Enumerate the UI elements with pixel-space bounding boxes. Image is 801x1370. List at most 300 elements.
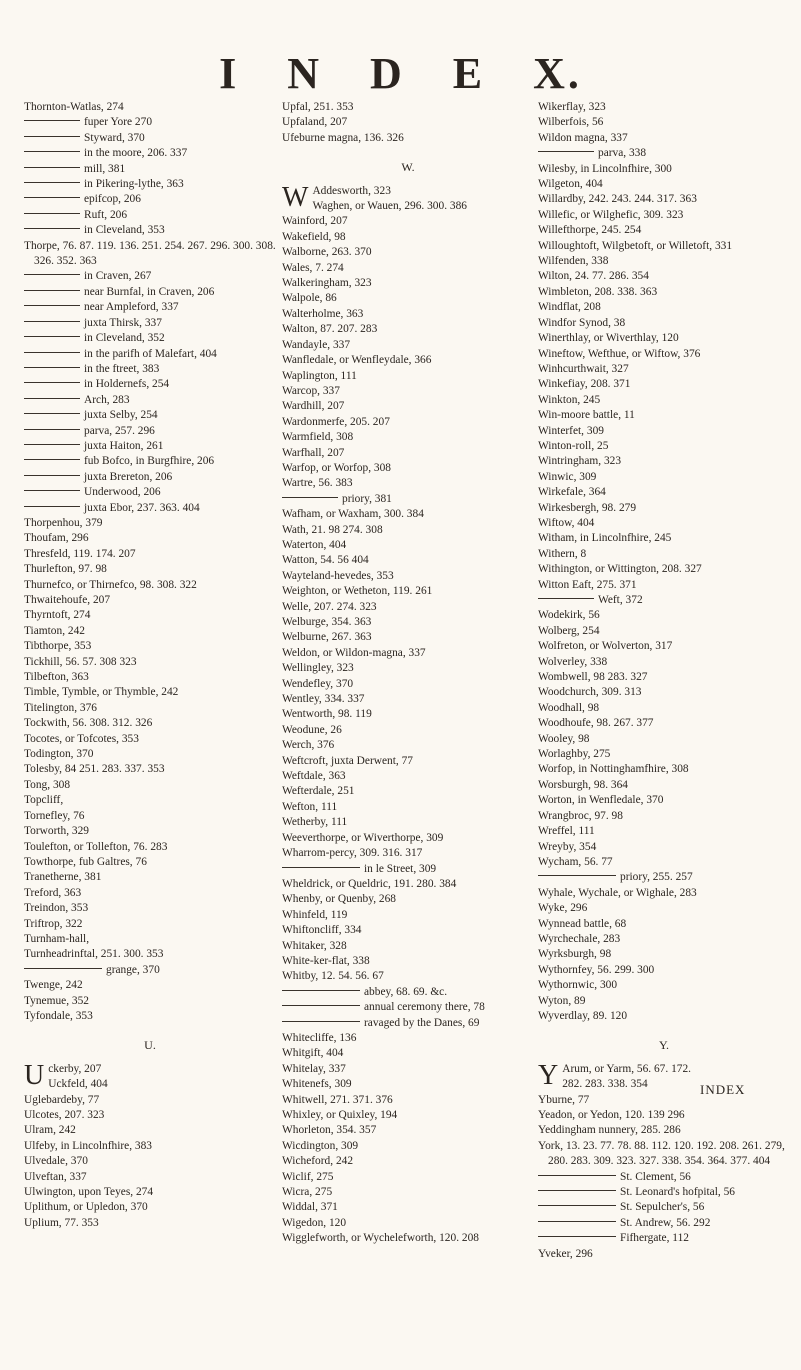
entry-text: Tong, 308 (24, 778, 71, 791)
index-entry (24, 1093, 276, 1108)
index-entry (538, 701, 790, 716)
entry-text: Wafham, or Waxham, 300. 384 (282, 508, 424, 521)
entry-text: Wigedon, 120 (282, 1216, 347, 1229)
section-w-dropcap: W (282, 183, 309, 213)
index-column-2 (282, 100, 534, 1247)
section-w-first-line: Addesworth, 323 (312, 184, 391, 197)
index-entry (538, 655, 790, 670)
ditto-rule (24, 197, 80, 198)
index-entry (24, 1185, 276, 1200)
entry-text: Thurlefton, 97. 98 (24, 563, 107, 576)
index-entry (538, 192, 790, 207)
index-entry (282, 892, 534, 907)
entry-text: Arch, 283 (84, 393, 130, 406)
index-entry (24, 670, 276, 685)
entry-text: juxta Brereton, 206 (84, 470, 173, 483)
entry-text: Willardby, 242. 243. 244. 317. 363 (538, 193, 697, 206)
index-entry (282, 1031, 534, 1046)
index-entry (538, 454, 790, 469)
entry-text: Wirkesbergh, 98. 279 (538, 501, 637, 514)
entry-text: Whorleton, 354. 357 (282, 1124, 377, 1137)
index-entry (24, 824, 276, 839)
index-entry (24, 963, 276, 978)
ditto-rule (24, 120, 80, 121)
entry-text: Ruft, 206 (84, 208, 128, 221)
section-y-first-entry (538, 1062, 790, 1093)
entry-text: Whitby, 12. 54. 56. 67 (282, 970, 384, 983)
entry-text: in Holdernefs, 254 (84, 378, 170, 391)
entry-text: Yeadon, or Yedon, 120. 139 296 (538, 1109, 685, 1121)
entry-text: Towthorpe, fub Galtres, 76 (24, 855, 147, 868)
entry-text: grange, 370 (106, 963, 160, 976)
entry-text: Tickhill, 56. 57. 308 323 (24, 655, 137, 668)
index-entry (282, 1077, 534, 1092)
entry-text: in le Street, 309 (364, 862, 437, 875)
index-entry (282, 723, 534, 738)
entry-text: White-ker-flat, 338 (282, 954, 370, 967)
entry-text: Tranetherne, 381 (24, 871, 102, 884)
index-entry (24, 917, 276, 932)
entry-text: Tilbefton, 363 (24, 671, 89, 684)
index-entry (24, 1154, 276, 1169)
index-entry (538, 1185, 790, 1200)
entry-text: Weeverthorpe, or Wiverthorpe, 309 (282, 831, 444, 844)
index-entry (538, 177, 790, 192)
index-entry (24, 762, 276, 777)
index-entry (538, 146, 790, 161)
index-entry (24, 978, 276, 993)
section-u-heading: U. (144, 1038, 156, 1053)
index-entry (24, 531, 276, 546)
entry-text: Ulcotes, 207. 323 (24, 1109, 105, 1121)
entry-text: Warmfield, 308 (282, 431, 354, 444)
ditto-rule (24, 367, 80, 368)
entry-text: Wolfreton, or Wolverton, 317 (538, 640, 673, 653)
ditto-rule (538, 875, 616, 876)
index-entry (538, 670, 790, 685)
index-entry (538, 208, 790, 223)
entry-text: mill, 381 (84, 162, 126, 175)
index-entry (24, 655, 276, 670)
entry-text: Timble, Tymble, or Thymble, 242 (24, 686, 179, 699)
index-entry (282, 707, 534, 722)
entry-text: Winkefiay, 208. 371 (538, 378, 631, 391)
entry-text: priory, 255. 257 (620, 871, 693, 884)
index-entry (24, 485, 276, 500)
entry-text: Wicra, 275 (282, 1186, 333, 1199)
entry-text: Wreffel, 111 (538, 825, 595, 838)
index-entry (24, 562, 276, 577)
entry-text: Wainford, 207 (282, 215, 348, 228)
entry-text: Tynemue, 352 (24, 994, 90, 1007)
index-entry (282, 1108, 534, 1123)
index-entry (282, 131, 534, 146)
entry-text: Wilton, 24. 77. 286. 354 (538, 270, 649, 283)
index-entry (538, 978, 790, 993)
entry-text: Upfal, 251. 353 (282, 101, 354, 113)
ditto-rule (24, 382, 80, 383)
entry-text: Turnheadrinftal, 251. 300. 353 (24, 948, 164, 961)
entry-text: Styward, 370 (84, 131, 145, 144)
section-u-dropcap: U (24, 1061, 45, 1091)
index-entry (24, 239, 276, 270)
index-entry (538, 100, 790, 115)
index-entry (538, 393, 790, 408)
index-entry (538, 408, 790, 423)
index-entry (24, 439, 276, 454)
index-entry (538, 732, 790, 747)
entry-text: Wirkefale, 364 (538, 486, 606, 499)
index-entry (282, 338, 534, 353)
index-entry (24, 516, 276, 531)
index-entry (538, 254, 790, 269)
ditto-rule (24, 274, 80, 275)
entry-text: Thornton-Watlas, 274 (24, 101, 124, 113)
entry-text: Wefterdale, 251 (282, 785, 355, 798)
index-entry (538, 269, 790, 284)
entry-text: Wyhale, Wychale, or Wighale, 283 (538, 886, 697, 899)
entry-text: Walpole, 86 (282, 292, 337, 305)
index-entry (282, 276, 534, 291)
entry-text: Turnham-hall, (24, 932, 90, 945)
heading-letter: E (452, 49, 486, 98)
index-entry (24, 362, 276, 377)
entry-text: Topcliff, (24, 794, 64, 807)
index-entry (538, 917, 790, 932)
entry-text: Uplium, 77. 353 (24, 1216, 99, 1229)
entry-text: Wombwell, 98 283. 327 (538, 671, 648, 684)
index-entry (24, 146, 276, 161)
index-entry (538, 747, 790, 762)
index-entry (282, 322, 534, 337)
ditto-rule (538, 151, 594, 152)
entry-text: St. Sepulcher's, 56 (620, 1201, 705, 1214)
index-entry (24, 269, 276, 284)
index-entry (538, 855, 790, 870)
index-entry (538, 547, 790, 562)
entry-text: Warfop, or Worfop, 308 (282, 461, 391, 474)
index-entry (282, 630, 534, 645)
entry-text: Whitelay, 337 (282, 1062, 346, 1075)
index-entry (24, 1200, 276, 1215)
index-entry (538, 778, 790, 793)
entry-text: priory, 381 (342, 492, 392, 505)
entry-text: Welburge, 354. 363 (282, 616, 372, 628)
index-entry (282, 399, 534, 414)
entry-text: Tornefley, 76 (24, 809, 85, 822)
entry-text: Woodhall, 98 (538, 701, 600, 714)
entry-text: Whixley, or Quixley, 194 (282, 1109, 398, 1121)
entry-text: St. Leonard's hofpital, 56 (620, 1186, 735, 1199)
index-entry (282, 969, 534, 984)
entry-text: Winkton, 245 (538, 393, 601, 406)
entry-text: St. Clement, 56 (620, 1170, 691, 1183)
section-y-heading: Y. (658, 1038, 670, 1053)
entry-text: Uglebardeby, 77 (24, 1093, 100, 1106)
entry-text: Tockwith, 56. 308. 312. 326 (24, 717, 153, 730)
index-entry (24, 732, 276, 747)
index-entry (282, 476, 534, 491)
entry-text: Wigglefworth, or Wychelefworth, 120. 208 (282, 1232, 479, 1245)
index-entry (538, 516, 790, 531)
entry-text: Windflat, 208 (538, 301, 601, 314)
index-entry (282, 584, 534, 599)
entry-text: Wilgeton, 404 (538, 178, 603, 191)
entry-text: parva, 257. 296 (84, 424, 155, 437)
entry-text: Wendefley, 370 (282, 677, 354, 690)
index-entry (538, 439, 790, 454)
index-entry (24, 701, 276, 716)
entry-text: Underwood, 206 (84, 486, 161, 499)
entry-text: fuper Yore 270 (84, 116, 153, 129)
index-entry (24, 901, 276, 916)
index-entry (282, 784, 534, 799)
ditto-rule (24, 151, 80, 152)
entry-text: fub Bofco, in Burgfhire, 206 (84, 455, 215, 468)
index-entry (538, 1009, 790, 1024)
entry-text: Withington, or Wittington, 208. 327 (538, 563, 702, 576)
section-y-entries (538, 1093, 790, 1262)
ditto-rule (282, 497, 338, 498)
entry-text: near Burnfal, in Craven, 206 (84, 285, 215, 298)
index-entry (538, 485, 790, 500)
index-entry (24, 716, 276, 731)
ditto-rule (24, 290, 80, 291)
index-entry (24, 316, 276, 331)
entry-text: Wales, 7. 274 (282, 261, 344, 274)
entry-text: Wheldrick, or Queldric, 191. 280. 384 (282, 877, 457, 890)
index-entry (538, 870, 790, 885)
index-entry (538, 901, 790, 916)
entry-text: in the parifh of Malefart, 404 (84, 347, 217, 360)
entry-text: epifcop, 206 (84, 193, 141, 206)
entry-text: Wentley, 334. 337 (282, 693, 365, 706)
entry-text: Whitgift, 404 (282, 1047, 344, 1060)
index-entry (24, 208, 276, 223)
index-entry (24, 177, 276, 192)
entry-text: Wiftow, 404 (538, 516, 595, 529)
entry-text: Yveker, 296 (538, 1247, 593, 1260)
ditto-rule (282, 990, 360, 991)
index-entry (538, 685, 790, 700)
entry-text: Wetherby, 111 (282, 816, 348, 829)
index-entry (24, 1108, 276, 1123)
index-entry (24, 223, 276, 238)
entry-text: Wildon magna, 337 (538, 131, 628, 144)
entry-text: Ulram, 242 (24, 1124, 76, 1137)
entry-text: Wyton, 89 (538, 994, 586, 1007)
index-entry (282, 1231, 534, 1246)
index-entry (24, 454, 276, 469)
entry-text: Wineftow, Wefthue, or Wiftow, 376 (538, 347, 701, 360)
ditto-rule (24, 475, 80, 476)
index-entry (538, 716, 790, 731)
entry-text: Thyrntoft, 274 (24, 609, 91, 622)
entry-text: Weldon, or Wildon-magna, 337 (282, 646, 426, 659)
entry-text: Todington, 370 (24, 748, 94, 761)
ditto-rule (538, 1190, 616, 1191)
entry-text: parva, 338 (598, 147, 647, 160)
index-entry (282, 1000, 534, 1015)
entry-text: Whiftoncliff, 334 (282, 924, 362, 937)
entry-text: Woodhoufe, 98. 267. 377 (538, 717, 654, 730)
entry-text: Whitaker, 328 (282, 939, 347, 952)
entry-text: Worlaghby, 275 (538, 748, 611, 761)
ditto-rule (282, 1021, 360, 1022)
entry-text: Wimbleton, 208. 338. 363 (538, 285, 658, 298)
ditto-rule (538, 598, 594, 599)
index-entry (24, 608, 276, 623)
entry-text: in the moore, 206. 337 (84, 147, 188, 160)
index-entry (538, 362, 790, 377)
index-entry (24, 285, 276, 300)
index-entry (24, 470, 276, 485)
index-entry (24, 1139, 276, 1154)
entry-text: Worfop, in Nottinghamfhire, 308 (538, 763, 689, 776)
entry-text: in Cleveland, 352 (84, 332, 165, 345)
entry-text: Wodekirk, 56 (538, 609, 600, 622)
entry-text: St. Andrew, 56. 292 (620, 1216, 711, 1229)
heading-letter: I (219, 49, 240, 98)
index-entry (282, 1200, 534, 1215)
index-entry (24, 793, 276, 808)
entry-text: Twenge, 242 (24, 979, 83, 992)
index-entry (538, 285, 790, 300)
index-entry (24, 393, 276, 408)
index-entry (282, 1093, 534, 1108)
entry-text: Weighton, or Wetheton, 119. 261 (282, 585, 433, 598)
index-entry (538, 762, 790, 777)
ditto-rule (24, 398, 80, 399)
index-entry (282, 1139, 534, 1154)
index-entry (282, 307, 534, 322)
entry-text: Titelington, 376 (24, 701, 97, 714)
index-entry (282, 954, 534, 969)
entry-text: Wayteland-hevedes, 353 (282, 569, 394, 582)
index-entry (282, 923, 534, 938)
index-entry (282, 939, 534, 954)
entry-text: Wharrom-percy, 309. 316. 317 (282, 847, 423, 860)
ditto-rule (282, 1005, 360, 1006)
entry-text: Wyke, 296 (538, 902, 588, 915)
entry-text: Winwic, 309 (538, 470, 597, 483)
entry-text: Wicdington, 309 (282, 1139, 359, 1152)
index-entry (538, 947, 790, 962)
section-y-second-line: 282. 283. 338. 354 (562, 1078, 648, 1091)
entry-text: Wentworth, 98. 119 (282, 708, 372, 721)
index-entry (24, 593, 276, 608)
ditto-rule (24, 506, 80, 507)
ditto-rule (24, 429, 80, 430)
entry-text: Thorpe, 76. 87. 119. 136. 251. 254. 267. 296. 300. 308. 326. 352. 363 (24, 239, 276, 268)
index-entry (538, 1139, 790, 1170)
entry-text: Wintringham, 323 (538, 455, 622, 468)
index-entry (538, 1231, 790, 1246)
index-entry (24, 886, 276, 901)
section-y-first-line: Arum, or Yarm, 56. 67. 172. (562, 1062, 692, 1075)
index-entry (24, 547, 276, 562)
entry-text: Torworth, 329 (24, 825, 90, 838)
entry-text: Tibthorpe, 353 (24, 640, 92, 653)
column-1-entries (24, 100, 276, 1024)
ditto-rule (538, 1236, 616, 1237)
entry-text: Tiamton, 242 (24, 624, 85, 637)
index-entry (282, 615, 534, 630)
index-entry (282, 800, 534, 815)
index-entry (24, 855, 276, 870)
index-entry (538, 1216, 790, 1231)
ditto-rule (24, 968, 102, 969)
index-entry (282, 553, 534, 568)
index-entry (24, 100, 276, 115)
entry-text: Wolverley, 338 (538, 655, 608, 668)
entry-text: Welburne, 267. 363 (282, 631, 372, 644)
index-entry (282, 1216, 534, 1231)
entry-text: Weft, 372 (598, 594, 643, 606)
entry-text: Wardhill, 207 (282, 400, 345, 413)
index-entry (282, 430, 534, 445)
entry-text: Thwaitehoufe, 207 (24, 594, 111, 606)
catchword: INDEX (700, 1082, 746, 1097)
ditto-rule (24, 459, 80, 460)
column-2-entries (282, 100, 534, 146)
index-entry (282, 1185, 534, 1200)
index-entry (282, 646, 534, 661)
index-entry (282, 1062, 534, 1077)
index-entry (538, 331, 790, 346)
entry-text: Walton, 87. 207. 283 (282, 323, 378, 336)
heading-letter: N (287, 49, 322, 98)
index-entry (538, 470, 790, 485)
entry-text: Warcop, 337 (282, 384, 340, 397)
entry-text: Fifhergate, 112 (620, 1232, 689, 1245)
index-entry (282, 569, 534, 584)
entry-text: Wanfledale, or Wenfleydale, 366 (282, 354, 432, 367)
index-entry (282, 291, 534, 306)
index-entry (538, 316, 790, 331)
index-entry (538, 809, 790, 824)
index-entry (538, 608, 790, 623)
entry-text: Wynnead battle, 68 (538, 917, 627, 930)
ditto-rule (538, 1175, 616, 1176)
ditto-rule (24, 321, 80, 322)
ditto-rule (538, 1205, 616, 1206)
entry-text: Wellingley, 323 (282, 662, 354, 675)
index-entry (282, 230, 534, 245)
index-entry (282, 461, 534, 476)
entry-text: Thurnefco, or Thirnefco, 98. 308. 322 (24, 578, 197, 591)
heading-letter: X. (533, 49, 582, 98)
section-w-entries (282, 214, 534, 1246)
entry-text: Withern, 8 (538, 547, 587, 560)
entry-text: Whenby, or Quenby, 268 (282, 893, 396, 906)
index-entry (282, 985, 534, 1000)
index-entry (24, 809, 276, 824)
entry-text: Ufeburne magna, 136. 326 (282, 131, 404, 144)
entry-text: Weftcroft, juxta Derwent, 77 (282, 754, 413, 767)
entry-text: Weftdale, 363 (282, 770, 346, 783)
entry-text: Witham, in Lincolnfhire, 245 (538, 532, 672, 545)
entry-text: Treford, 363 (24, 886, 82, 899)
heading-letter: D (369, 49, 405, 98)
index-entry (538, 1093, 790, 1108)
entry-text: Yburne, 77 (538, 1093, 590, 1106)
entry-text: in Pikering-lythe, 363 (84, 178, 184, 191)
section-w-heading: W. (401, 160, 415, 175)
index-entry (282, 245, 534, 260)
entry-text: Wooley, 98 (538, 732, 590, 745)
index-entry (538, 115, 790, 130)
